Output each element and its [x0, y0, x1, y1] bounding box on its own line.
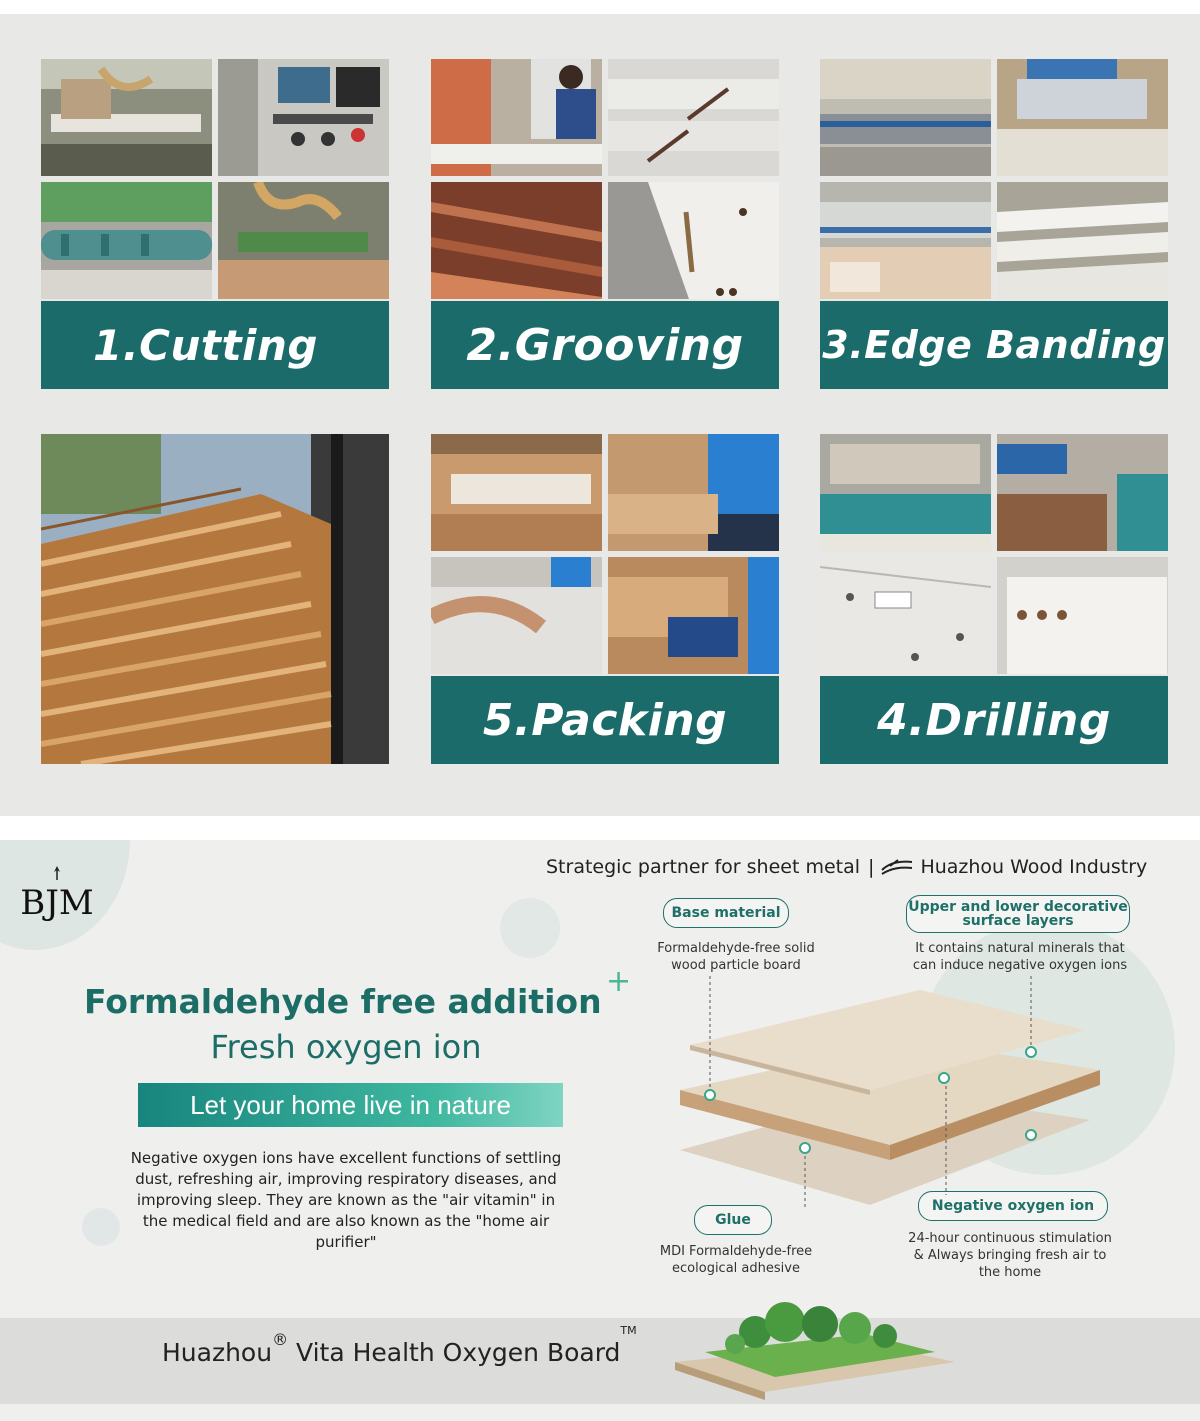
- partner-line: [546, 856, 1200, 878]
- step-label-packing: 5.Packing: [431, 676, 779, 764]
- headline: Formaldehyde free addition: [84, 982, 602, 1021]
- process-card-grooving: [431, 59, 779, 389]
- step-label-edge-banding: 3.Edge Banding: [820, 301, 1168, 389]
- note-glue: MDI Formaldehyde-free ecological adhesive: [659, 1244, 813, 1276]
- wood-veneer-photo: [431, 182, 602, 299]
- banded-panels-photo: [997, 182, 1168, 299]
- step-label-cutting: 1.Cutting: [41, 301, 389, 389]
- process-card-cutting: [41, 59, 389, 389]
- partner-brand: Huazhou Wood Industry: [920, 856, 1148, 878]
- cutting-machine-photo: [41, 59, 212, 176]
- roller-photo: [41, 182, 212, 299]
- callout-glue: Glue: [694, 1205, 772, 1235]
- pallet-jack-photo: [608, 557, 779, 674]
- subheadline: Fresh oxygen ion: [210, 1028, 482, 1066]
- edge-bander-screen-photo: [997, 59, 1168, 176]
- packing-worker-photo: [608, 434, 779, 551]
- callout-negative-ion: Negative oxygen ion: [918, 1191, 1108, 1221]
- control-panel-photo: [218, 59, 389, 176]
- wood-brand-icon: [880, 858, 914, 876]
- drilling-station-photo: [997, 434, 1168, 551]
- step-label-grooving: 2.Grooving: [431, 301, 779, 389]
- board-layers-illustration: [650, 970, 1120, 1210]
- decor-bubble-1: [500, 898, 560, 958]
- logo-lettering: BJM: [22, 883, 92, 923]
- grooving-worker-photo: [431, 59, 602, 176]
- process-card-stacked-boards: [41, 434, 389, 764]
- packing-boxes-photo: [431, 434, 602, 551]
- callout-surface-layers: Upper and lower decorative surface layers: [906, 895, 1130, 933]
- step-label-drilling: 4.Drilling: [820, 676, 1168, 764]
- description: Negative oxygen ions have excellent functions of settling dust, refreshing air, improving respiratory diseases, and improving sleep. They are known as the "air vitamin" in the medical field and are also known as the "home air purifier": [130, 1149, 562, 1251]
- partner-separator: |: [868, 856, 875, 878]
- packing-sheet-photo: [431, 557, 602, 674]
- decor-bubble-2: [82, 1208, 120, 1246]
- banding-conveyor-photo: [820, 182, 991, 299]
- stacked-boards-photo: [41, 434, 389, 764]
- top-layer-marker: [1026, 1047, 1036, 1057]
- process-card-drilling: [820, 434, 1168, 764]
- edge-bander-line-photo: [820, 59, 991, 176]
- base-material-marker: [705, 1090, 715, 1100]
- product-name: [162, 1324, 637, 1367]
- plus-sign: +: [606, 964, 632, 999]
- oxygen-board-section: [0, 840, 1200, 1421]
- process-section: [0, 14, 1200, 816]
- drilling-machine-photo: [820, 434, 991, 551]
- grass-board-illustration: [665, 1292, 965, 1400]
- process-card-edge-banding: [820, 59, 1168, 389]
- partner-text: Strategic partner for sheet metal: [546, 856, 861, 878]
- drilled-holes-photo: [997, 557, 1168, 674]
- tagline-banner: Let your home live in nature: [138, 1083, 563, 1127]
- glue-marker: [800, 1143, 810, 1153]
- grooved-panels-photo: [608, 59, 779, 176]
- callout-base-material: Base material: [663, 898, 789, 928]
- note-base-material: Formaldehyde-free solid wood particle board: [657, 941, 815, 973]
- registered-mark: ®: [272, 1330, 289, 1349]
- bjm-logo: [22, 864, 92, 932]
- cnc-router-photo: [218, 182, 389, 299]
- grooved-board-photo: [608, 182, 779, 299]
- product-title: Vita Health Oxygen Board: [296, 1338, 621, 1367]
- note-negative-ion: 24-hour continuous stimulation & Always bringing fresh air to the home: [908, 1231, 1112, 1280]
- trademark-mark: TM: [620, 1324, 637, 1337]
- drilled-panel-photo: [820, 557, 991, 674]
- process-card-packing: [431, 434, 779, 764]
- ion-marker: [939, 1073, 949, 1083]
- bottom-layer-marker: [1026, 1130, 1036, 1140]
- product-brand: Huazhou: [162, 1338, 273, 1367]
- note-surface-layers: It contains natural minerals that can induce negative oxygen ions: [912, 941, 1128, 973]
